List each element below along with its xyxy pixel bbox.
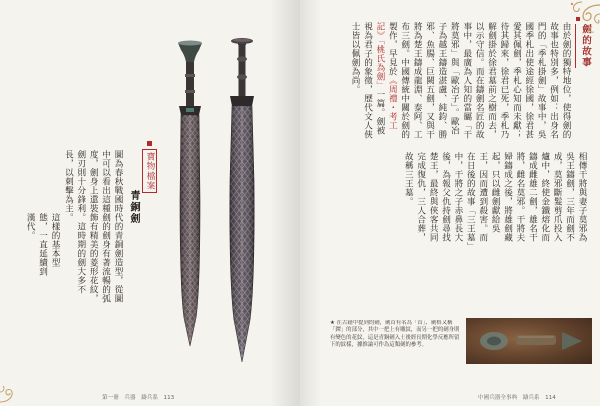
- sword-right: [230, 38, 254, 362]
- sword-right-grip-ring-1: [237, 56, 247, 61]
- right-page-footer: 中國兵器全事典 鑄兵系 114: [478, 395, 556, 401]
- fitting-tip: [562, 332, 582, 350]
- caption-photo: [466, 318, 592, 364]
- sword-right-grip-ring-2: [237, 74, 247, 79]
- bronze-swords-image: [160, 28, 270, 373]
- sword-fittings-image: [466, 318, 592, 364]
- sword-left-grip-ring-1: [185, 74, 195, 77]
- story-text-highlight: 《周禮・考工記》「桃氏為劍」: [374, 22, 398, 130]
- scroll-ornament-icon: [552, 0, 600, 34]
- story-text-upper: [322, 22, 572, 142]
- left-page-footer: 第一冊 兵器 鑄兵系 113: [102, 395, 175, 401]
- artifact-title: 青銅劍: [128, 190, 139, 225]
- section-heading: 劍的故事: [575, 24, 592, 68]
- story-text-upper-part-a: 由於劍的獨特地位，使得劍的故事也特別多，例如：出身名門的「季札掛劍」故事中，吳國季札出使途經徐國，徐君甚愛其佩劍，季札心知而未獻；待其歸來，徐君已死，季札乃解劍掛於徐君墓前之樹而去，以示守信。而在鑄劍名匠的故事中，最廣為人知的當屬「干將莫邪」與「歐冶子」。歐冶子為越王鑄造湛盧、純鈞、勝邪、魚腸、巨闕五劍，又與干將為楚王鑄成龍淵、泰阿、工布三劍。中國傳統中關於劍的製作，早見於: [387, 22, 571, 139]
- artifact-description-main: 圖為春秋戰國時代的青銅劍造型，從圖中可以看出這種劍的劍身有著流暢的弧度，劍身上還裝飾有精美的菱形花紋，劍刃則十分鋒利。這時期的劍大多不長，以刺擊為主。: [63, 150, 123, 303]
- page-gutter-shadow-right: [300, 0, 322, 406]
- page-gutter-shadow-left: [270, 0, 300, 406]
- sword-right-pommel-highlight: [233, 39, 251, 42]
- treasure-file-label: 寶物檔案: [142, 149, 157, 193]
- sword-left-pommel-top: [178, 41, 202, 46]
- story-text-lower: 相傳干將與妻子莫邪為吳王鑄劍，三年而劍不成，莫邪斷髮剪爪投入爐中，終使金鐵熔化而鑄成雌雄二劍，雄名干將，雌名莫邪。干將夫婦鑄成之後，將雄劍藏起，只以雌劍獻給吳王，因而遭到殺害。而在日後的故事「三王墓」中，干將之子赤鼻長大後，為報父仇持劍尋找楚王，最終與俠客共同完成復仇，三人合葬，故稱三王墓。: [403, 152, 587, 247]
- sword-left-grip: [186, 62, 194, 106]
- sword-left: [178, 41, 202, 347]
- story-text-upper-part-b: 一篇。劍被視為君子的象徵，歷代文人俠士皆以佩劍為尚。: [350, 22, 385, 139]
- scroll-ornament-icon: [0, 384, 24, 406]
- sword-left-pommel: [178, 43, 202, 62]
- treasure-file-mark: [147, 141, 152, 146]
- fitting-disk-inner: [487, 337, 501, 346]
- sword-right-guard: [230, 96, 254, 106]
- artifact-description-secondary: 這樣的基本型態，一直延續到漢代。: [25, 213, 60, 276]
- photo-caption: ★ 在古籍中提到的劍，劍首有名為「首」、劍格又稱「鐔」的部分，其中一把上有雕紋，而另一把的劍身則有變色的花紋，這是青銅劍入土後經長期化學反應所留下的紋樣，據推論可作為這類劍的參考。: [330, 320, 460, 349]
- sword-left-grip-ring-2: [185, 90, 195, 93]
- sword-left-guard-inlay: [186, 108, 194, 112]
- sword-right-grip: [239, 44, 246, 96]
- fitting-bar: [516, 335, 556, 345]
